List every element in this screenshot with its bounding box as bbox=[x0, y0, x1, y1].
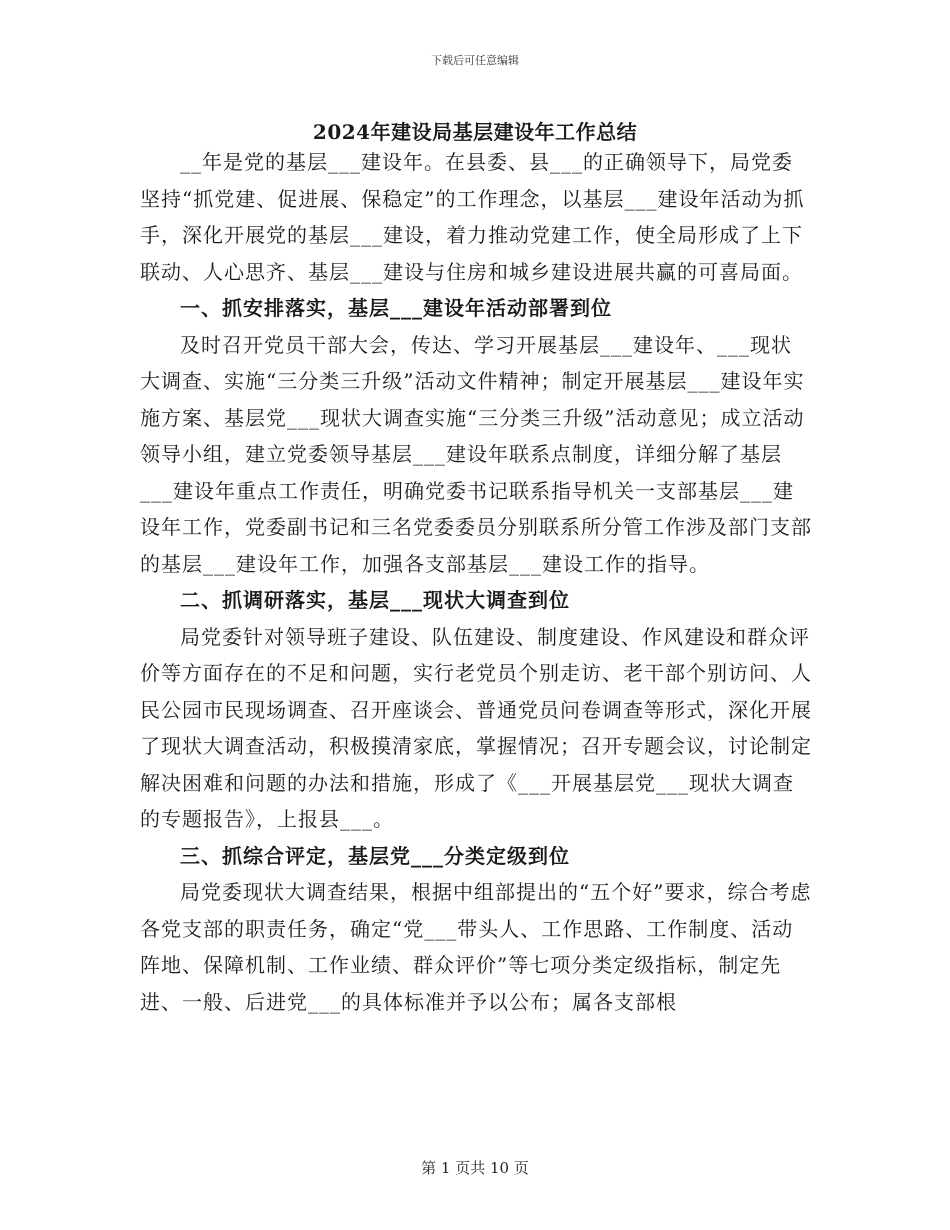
section-heading-2: 二、抓调研落实，基层___现状大调查到位 bbox=[180, 588, 570, 612]
section-heading-3: 三、抓综合评定，基层党___分类定级到位 bbox=[180, 843, 570, 868]
page-footer: 第 1 页共 10 页 bbox=[421, 1159, 529, 1177]
intro-paragraph: __年是党的基层___建设年。在县委、县___的正确领导下，局党委坚持“抓党建、促进展、保稳定”的工作理念，以基层___建设年活动为抓手，深化开展党的基层___建设，着力推动党建工作，使全局形成了上下联动、人心思齐、基层___建设与住房和城乡建设进展共赢的可喜局面。 bbox=[140, 150, 805, 284]
section-paragraph-3: 局党委现状大调查结果，根据中组部提出的“五个好”要求，综合考虑各党支部的职责任务，确定“党___带头人、工作思路、工作制度、活动阵地、保障机制、工作业绩、群众评价”等七项分类定级指标，制定先进、一般、后进党___的具体标准并予以公布；属各支部根 bbox=[140, 880, 812, 1014]
section-heading-1: 一、抓安排落实，基层___建设年活动部署到位 bbox=[180, 296, 612, 320]
document-title: 2024年建设局基层建设年工作总结 bbox=[312, 120, 638, 144]
section-paragraph-1: 及时召开党员干部大会，传达、学习开展基层___建设年、___现状大调查、实施“三分类三升级”活动文件精神；制定开展基层___建设年实施方案、基层党___现状大调查实施“三分类三升级”活动意见；成立活动领导小组，建立党委领导基层___建设年联系点制度，详细分解了基层___建设年重点工作责任，明确党委书记联系指导机关一支部基层___建设年工作，党委副书记和三名党委委员分别联系所分管工作涉及部门支部的基层___建设年工作，加强各支部基层___建设工作的指导。 bbox=[140, 332, 812, 576]
section-paragraph-2: 局党委针对领导班子建设、队伍建设、制度建设、作风建设和群众评价等方面存在的不足和问题，实行老党员个别走访、老干部个别访问、人民公园市民现场调查、召开座谈会、普通党员问卷调查等形式，深化开展了现状大调查活动，积极摸清家底，掌握情况；召开专题会议，讨论制定解决困难和问题的办法和措施，形成了《___开展基层党___现状大调查的专题报告》，上报县___。 bbox=[140, 624, 812, 831]
document-body bbox=[140, 144, 812, 1020]
page-header: 下载后可任意编辑 bbox=[431, 54, 519, 67]
